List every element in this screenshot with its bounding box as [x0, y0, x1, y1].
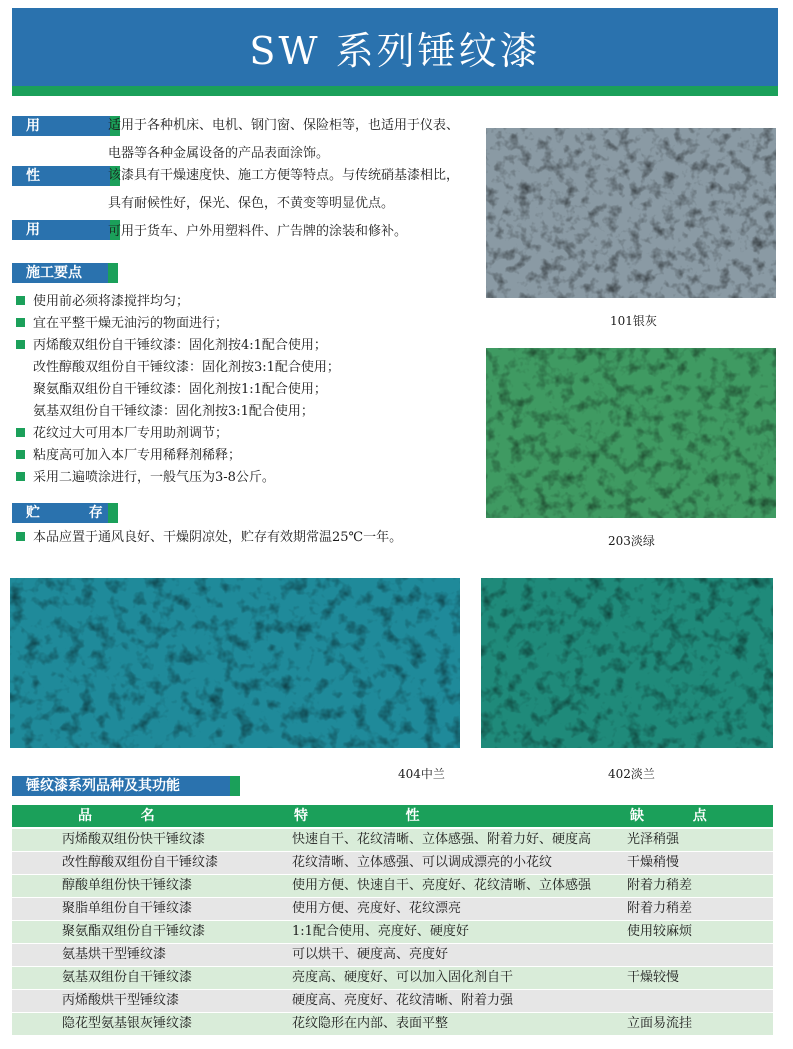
cell-product-name: 氨基烘干型锤纹漆 — [62, 947, 167, 962]
construction-item — [16, 313, 340, 335]
cell-feature: 使用方便、快速自干、亮度好、花纹清晰、立体感强 — [292, 878, 592, 893]
construction-heading — [12, 263, 118, 283]
bullet-square-icon — [16, 296, 25, 305]
cell-product-name: 聚脂单组份自干锤纹漆 — [62, 901, 193, 916]
table-row — [12, 967, 773, 989]
cell-drawback: 附着力稍差 — [627, 901, 693, 916]
table-row — [12, 852, 773, 874]
swatch-203-label: 203淡绿 — [608, 534, 655, 548]
swatch-402-label: 402淡兰 — [608, 767, 655, 781]
property-tag-label: 性 — [26, 168, 40, 184]
swatch-101-label: 101银灰 — [610, 314, 657, 328]
application-tag — [12, 220, 120, 240]
construction-item-text: 宜在平整干燥无油污的物面进行； — [33, 316, 229, 331]
page-title: SW 系列锤纹漆 — [249, 28, 541, 73]
cell-feature: 快速自干、花纹清晰、立体感强、附着力好、硬度高 — [292, 832, 592, 847]
cell-product-name: 聚氨酯双组份自干锤纹漆 — [62, 924, 206, 939]
table-row — [12, 944, 773, 966]
swatch-101-image — [486, 128, 776, 298]
bullet-square-icon — [16, 428, 25, 437]
table-row — [12, 875, 773, 897]
construction-item — [16, 423, 340, 445]
tag-accent — [108, 263, 118, 283]
construction-item — [16, 445, 340, 467]
cell-feature: 硬度高、亮度好、花纹清晰、附着力强 — [292, 993, 514, 1008]
construction-item-text: 采用二遍喷涂进行，一般气压为3-8公斤。 — [33, 470, 275, 485]
bullet-square-icon — [16, 532, 25, 541]
bullet-square-icon — [16, 450, 25, 459]
swatch-404-label: 404中兰 — [398, 767, 445, 781]
table-row — [12, 898, 773, 920]
construction-item-text: 粘度高可加入本厂专用稀释剂稀释； — [33, 448, 242, 463]
bullet-square-icon — [16, 472, 25, 481]
construction-item — [16, 335, 340, 357]
cell-feature: 花纹隐形在内部、表面平整 — [292, 1016, 449, 1031]
swatch-402-image — [481, 578, 773, 748]
cell-drawback: 附着力稍差 — [627, 878, 693, 893]
construction-item-text: 丙烯酸双组份自干锤纹漆：固化剂按4:1配合使用； — [33, 338, 327, 353]
cell-feature: 可以烘干、硬度高、亮度好 — [292, 947, 449, 962]
cell-product-name: 改性醇酸双组份自干锤纹漆 — [62, 855, 219, 870]
cell-product-name: 隐花型氨基银灰锤纹漆 — [62, 1016, 193, 1031]
column-header-drawback: 缺 点 — [630, 808, 707, 824]
storage-heading-label: 贮 存 — [26, 505, 103, 521]
application-tag-label: 用 — [26, 222, 40, 238]
construction-item-text: 氨基双组份自干锤纹漆：固化剂按3:1配合使用； — [33, 404, 314, 419]
table-row — [12, 1013, 773, 1035]
construction-heading-label: 施工要点 — [26, 265, 82, 281]
construction-item-text: 聚氨酯双组份自干锤纹漆：固化剂按1:1配合使用； — [33, 382, 327, 397]
construction-item — [16, 291, 340, 313]
header-stripe — [12, 86, 778, 96]
construction-item — [16, 357, 340, 379]
application-text: 可用于货车、户外用塑料件、广告牌的涂装和修补。 — [108, 224, 408, 239]
cell-feature: 使用方便、亮度好、花纹漂亮 — [292, 901, 462, 916]
usage-tag-label: 用 — [26, 118, 40, 134]
table-row — [12, 921, 773, 943]
table-section-title-label: 锤纹漆系列品种及其功能 — [26, 778, 180, 794]
cell-feature: 1:1配合使用、亮度好、硬度好 — [292, 924, 469, 939]
construction-item — [16, 467, 340, 489]
cell-drawback: 立面易流挂 — [627, 1016, 693, 1031]
construction-item-text: 使用前必须将漆搅拌均匀； — [33, 294, 190, 309]
usage-text: 适用于各种机床、电机、钢门窗、保险柜等，也适用于仪表、电器等各种金属设备的产品表面涂饰。 — [108, 118, 460, 161]
cell-product-name: 氨基双组份自干锤纹漆 — [62, 970, 193, 985]
tag-accent — [108, 503, 118, 523]
bullet-square-icon — [16, 318, 25, 327]
storage-heading — [12, 503, 118, 523]
property-tag — [12, 166, 120, 186]
cell-product-name: 丙烯酸烘干型锤纹漆 — [62, 993, 180, 1008]
cell-drawback: 干燥稍慢 — [627, 855, 680, 870]
construction-item-text: 花纹过大可用本厂专用助剂调节； — [33, 426, 229, 441]
table-header — [12, 805, 773, 827]
table-section-title — [12, 776, 240, 796]
construction-item — [16, 379, 340, 401]
cell-product-name: 丙烯酸双组份快干锤纹漆 — [62, 832, 206, 847]
construction-item — [16, 401, 340, 423]
table-row — [12, 990, 773, 1012]
cell-feature: 花纹清晰、立体感强、可以调成漂亮的小花纹 — [292, 855, 553, 870]
cell-drawback: 使用较麻烦 — [627, 924, 693, 939]
swatch-404-image — [10, 578, 460, 748]
storage-text: 本品应置于通风良好、干燥阴凉处，贮存有效期常温25℃一年。 — [33, 530, 403, 545]
usage-tag — [12, 116, 120, 136]
column-header-feature: 特 性 — [294, 808, 420, 824]
cell-drawback: 光泽稍强 — [627, 832, 680, 847]
tag-accent — [230, 776, 240, 796]
property-text: 该漆具有干燥速度快、施工方便等特点。与传统硝基漆相比，具有耐候性好，保光、保色，不黄变等明显优点。 — [108, 168, 460, 211]
swatch-203-image — [486, 348, 776, 518]
table-row — [12, 829, 773, 851]
cell-product-name: 醇酸单组份快干锤纹漆 — [62, 878, 193, 893]
storage-item — [16, 527, 402, 549]
bullet-square-icon — [16, 340, 25, 349]
cell-feature: 亮度高、硬度好、可以加入固化剂自干 — [292, 970, 514, 985]
construction-list — [16, 291, 340, 489]
column-header-name: 品 名 — [78, 808, 155, 824]
cell-drawback: 干燥较慢 — [627, 970, 680, 985]
construction-item-text: 改性醇酸双组份自干锤纹漆：固化剂按3:1配合使用； — [33, 360, 340, 375]
